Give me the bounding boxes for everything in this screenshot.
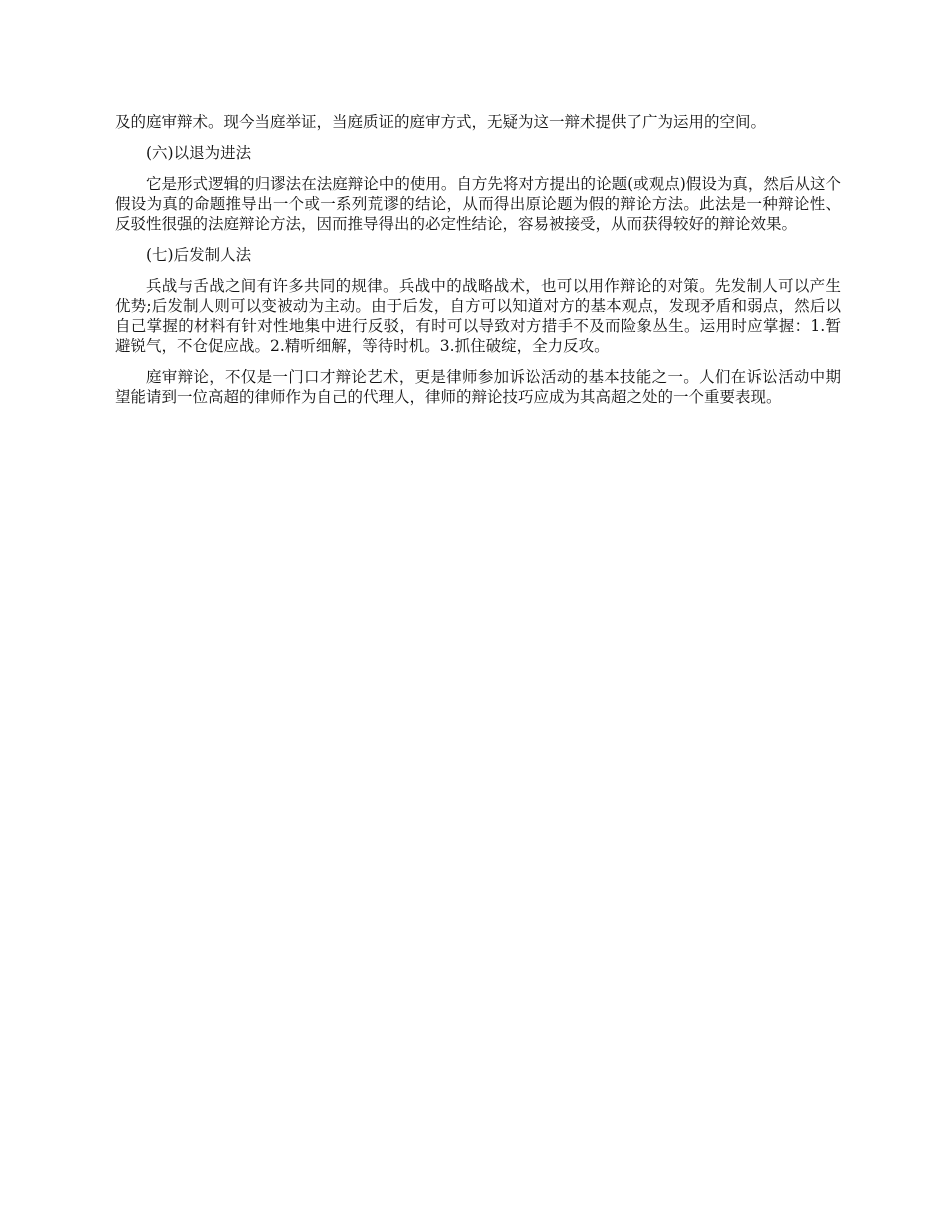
section-heading-seven: (七)后发制人法	[146, 246, 252, 264]
paragraph-continuation: 及的庭审辩术。现今当庭举证，当庭质证的庭审方式，无疑为这一辩术提供了广为运用的空间。	[115, 113, 767, 131]
document-page	[115, 112, 841, 418]
paragraph-conclusion: 庭审辩论，不仅是一门口才辩论艺术，更是律师参加诉讼活动的基本技能之一。人们在诉讼活动中期望能请到一位高超的律师作为自己的代理人，律师的辩论技巧应成为其高超之处的一个重要表现。	[115, 368, 841, 406]
section-heading-six: (六)以退为进法	[146, 144, 252, 162]
paragraph-counter-method: 兵战与舌战之间有许多共同的规律。兵战中的战略战术，也可以用作辩论的对策。先发制人可以产生优势;后发制人则可以变被动为主动。由于后发，自方可以知道对方的基本观点，发现矛盾和弱点，然后以自己掌握的材料有针对性地集中进行反驳，有时可以导致对方措手不及而险象丛生。运用时应掌握：1.暂避锐气，不仓促应战。2.精听细解，等待时机。3.抓住破绽，全力反攻。	[115, 277, 841, 355]
paragraph-retreat-method: 它是形式逻辑的归谬法在法庭辩论中的使用。自方先将对方提出的论题(或观点)假设为真，然后从这个假设为真的命题推导出一个或一系列荒谬的结论，从而得出原论题为假的辩论方法。此法是一种辩论性、反驳性很强的法庭辩论方法，因而推导得出的必定性结论，容易被接受，从而获得较好的辩论效果。	[115, 175, 841, 233]
